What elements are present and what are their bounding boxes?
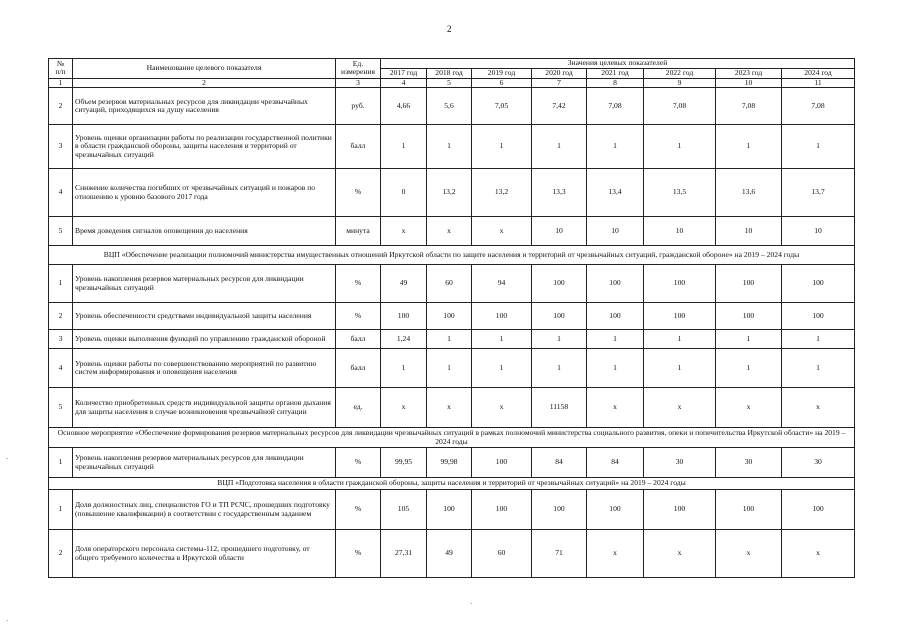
row-number: 2 — [49, 88, 73, 125]
indicator-unit: ед. — [336, 388, 381, 428]
section-title: ВЦП «Подготовка населения в области гражданской обороны, защиты населения и территорий от чрезвычайных ситуаций» на 2019 – 2024 годы — [49, 478, 855, 490]
indicator-value: x — [381, 388, 427, 428]
indicator-value: 10 — [644, 217, 716, 246]
indicator-value: 7,08 — [587, 88, 644, 125]
column-number: 4 — [381, 78, 427, 88]
column-number: 8 — [587, 78, 644, 88]
table-header — [49, 59, 855, 88]
scan-artifact — [6, 620, 8, 621]
table-row — [49, 303, 855, 330]
table-row — [49, 265, 855, 303]
indicator-value: 7,08 — [782, 88, 855, 125]
header-column-numbers — [49, 78, 855, 88]
indicator-name: Уровень накопления резервов материальных ресурсов для ликвидации чрезвычайных ситуаций — [73, 448, 336, 478]
indicator-value: 100 — [472, 448, 532, 478]
indicator-value: 100 — [587, 303, 644, 330]
indicator-name: Уровень обеспеченности средствами индивидуальной защиты населения — [73, 303, 336, 330]
indicator-unit: % — [336, 448, 381, 478]
indicator-value: 49 — [381, 265, 427, 303]
indicator-value: 1 — [782, 330, 855, 349]
indicator-value: 100 — [782, 490, 855, 530]
indicator-name: Снижение количества погибших от чрезвычайных ситуаций и пожаров по отношению к уровню базового 2017 года — [73, 169, 336, 217]
indicator-value: 100 — [644, 265, 716, 303]
indicator-value: 1 — [644, 330, 716, 349]
header-year: 2024 год — [782, 68, 855, 78]
header-year: 2022 год — [644, 68, 716, 78]
indicator-unit: балл — [336, 330, 381, 349]
indicator-value: 13,6 — [716, 169, 782, 217]
table-row — [49, 388, 855, 428]
indicator-value: 1 — [716, 349, 782, 388]
indicator-value: 10 — [716, 217, 782, 246]
table-row — [49, 349, 855, 388]
indicator-value: 5,6 — [427, 88, 472, 125]
indicator-value: 1 — [427, 125, 472, 169]
header-num: № п/п — [49, 59, 73, 79]
indicator-name: Время доведения сигналов оповещения до населения — [73, 217, 336, 246]
table-row — [49, 530, 855, 578]
column-number: 11 — [782, 78, 855, 88]
indicator-value: 7,42 — [532, 88, 587, 125]
indicator-unit: балл — [336, 125, 381, 169]
indicator-value: 1 — [472, 349, 532, 388]
target-indicators-table — [48, 58, 855, 578]
indicator-value: x — [427, 388, 472, 428]
table-row — [49, 330, 855, 349]
indicator-value: 1 — [532, 125, 587, 169]
indicator-value: 100 — [427, 303, 472, 330]
indicator-value: 1 — [716, 330, 782, 349]
indicator-value: 7,08 — [644, 88, 716, 125]
indicator-value: x — [381, 217, 427, 246]
row-number: 4 — [49, 349, 73, 388]
indicator-value: 13,5 — [644, 169, 716, 217]
indicator-value: 10 — [782, 217, 855, 246]
indicator-value: 60 — [427, 265, 472, 303]
indicator-value: 100 — [644, 303, 716, 330]
column-number: 7 — [532, 78, 587, 88]
row-number: 2 — [49, 530, 73, 578]
indicator-value: 0 — [381, 169, 427, 217]
indicator-value: 13,3 — [532, 169, 587, 217]
indicator-name: Доля операторского персонала системы-112, прошедшего подготовку, от общего требуемого количества в Иркутской области — [73, 530, 336, 578]
indicator-value: 1 — [587, 330, 644, 349]
indicator-value: 30 — [782, 448, 855, 478]
section-row — [49, 478, 855, 490]
indicator-value: 1 — [472, 330, 532, 349]
header-year: 2021 год — [587, 68, 644, 78]
indicator-value: 30 — [644, 448, 716, 478]
indicator-value: 84 — [532, 448, 587, 478]
indicator-value: x — [716, 388, 782, 428]
indicator-name: Уровень накопления резервов материальных ресурсов для ликвидации чрезвычайных ситуаций — [73, 265, 336, 303]
indicator-value: 11158 — [532, 388, 587, 428]
row-number: 1 — [49, 448, 73, 478]
indicator-value: 1 — [532, 330, 587, 349]
indicator-value: 13,7 — [782, 169, 855, 217]
row-number: 4 — [49, 169, 73, 217]
indicator-value: 1 — [427, 349, 472, 388]
indicator-value: 100 — [644, 490, 716, 530]
header-year: 2017 год — [381, 68, 427, 78]
table-row — [49, 448, 855, 478]
column-number: 5 — [427, 78, 472, 88]
indicator-value: 100 — [427, 490, 472, 530]
section-title: ВЦП «Обеспечение реализации полномочий министерства имущественных отношений Иркутской области по защите населения и территорий от чрезвычайных ситуаций, гражданской обороне» на 2019 – 2024 годы — [49, 246, 855, 265]
indicator-value: 100 — [782, 303, 855, 330]
indicator-name: Доля должностных лиц, специалистов ГО и ТП РСЧС, прошедших подготовку (повышение квалификации) в соответствии с государственным заданием — [73, 490, 336, 530]
table-body — [49, 88, 855, 578]
indicator-value: 1 — [427, 330, 472, 349]
indicator-unit: руб. — [336, 88, 381, 125]
header-year: 2019 год — [472, 68, 532, 78]
indicator-value: 100 — [472, 303, 532, 330]
indicator-value: 99,98 — [427, 448, 472, 478]
page-number: 2 — [447, 24, 452, 34]
indicator-value: 100 — [716, 265, 782, 303]
row-number: 1 — [49, 265, 73, 303]
indicator-value: 1 — [782, 125, 855, 169]
indicator-value: 49 — [427, 530, 472, 578]
header-unit: Ед. измерения — [336, 59, 381, 79]
indicator-value: 1 — [381, 125, 427, 169]
indicator-value: x — [587, 388, 644, 428]
section-title: Основное мероприятие «Обеспечение формирования резервов материальных ресурсов для ликвидации чрезвычайных ситуаций в рамках полномочий министерства социального развития, опеки и попечительства Иркутской области» на 2019 – 2024 годы — [49, 428, 855, 448]
indicator-value: 7,08 — [716, 88, 782, 125]
indicator-value: 13,2 — [472, 169, 532, 217]
indicator-value: 7,05 — [472, 88, 532, 125]
column-number: 3 — [336, 78, 381, 88]
indicator-value: 100 — [782, 265, 855, 303]
indicator-value: 94 — [472, 265, 532, 303]
row-number: 5 — [49, 388, 73, 428]
indicator-unit: % — [336, 490, 381, 530]
indicator-value: 1 — [644, 349, 716, 388]
indicator-value: 100 — [532, 490, 587, 530]
indicator-value: 100 — [381, 303, 427, 330]
column-number: 10 — [716, 78, 782, 88]
row-number: 1 — [49, 490, 73, 530]
scan-artifact — [6, 458, 8, 459]
indicator-value: 1 — [532, 349, 587, 388]
indicator-value: 60 — [472, 530, 532, 578]
indicator-value: x — [427, 217, 472, 246]
indicator-value: x — [782, 530, 855, 578]
indicator-value: x — [644, 388, 716, 428]
row-number: 3 — [49, 330, 73, 349]
section-row — [49, 428, 855, 448]
indicator-name: Уровень оценки организации работы по реализации государственной политики в области гражданской обороны, защиты населения и территорий от чрезвычайных ситуаций — [73, 125, 336, 169]
table-row — [49, 88, 855, 125]
indicator-value: x — [644, 530, 716, 578]
indicator-name: Уровень оценки работы по совершенствованию мероприятий по развитию систем информирования и оповещения населения — [73, 349, 336, 388]
header-year: 2018 год — [427, 68, 472, 78]
indicator-value: 100 — [472, 490, 532, 530]
indicator-value: x — [587, 530, 644, 578]
indicator-unit: % — [336, 265, 381, 303]
indicator-value: 100 — [532, 265, 587, 303]
indicator-value: x — [472, 217, 532, 246]
indicator-value: 105 — [381, 490, 427, 530]
indicator-value: x — [716, 530, 782, 578]
section-row — [49, 246, 855, 265]
indicator-value: 1 — [716, 125, 782, 169]
indicator-unit: минута — [336, 217, 381, 246]
row-number: 2 — [49, 303, 73, 330]
indicator-value: 99,95 — [381, 448, 427, 478]
indicator-value: 4,66 — [381, 88, 427, 125]
indicator-value: 1 — [587, 349, 644, 388]
header-year: 2023 год — [716, 68, 782, 78]
indicator-value: 1,24 — [381, 330, 427, 349]
indicator-value: 100 — [716, 303, 782, 330]
table-row — [49, 217, 855, 246]
indicator-value: x — [782, 388, 855, 428]
indicator-value: 1 — [782, 349, 855, 388]
column-number: 9 — [644, 78, 716, 88]
indicator-value: 10 — [587, 217, 644, 246]
row-number: 3 — [49, 125, 73, 169]
indicator-value: 100 — [716, 490, 782, 530]
indicator-value: 1 — [381, 349, 427, 388]
header-year: 2020 год — [532, 68, 587, 78]
table-row — [49, 125, 855, 169]
table-row — [49, 490, 855, 530]
indicator-value: 10 — [532, 217, 587, 246]
column-number: 2 — [73, 78, 336, 88]
indicator-value: 30 — [716, 448, 782, 478]
indicator-unit: балл — [336, 349, 381, 388]
indicator-name: Количество приобретенных средств индивидуальной защиты органов дыхания для защиты населения в случае возникновения чрезвычайной ситуации — [73, 388, 336, 428]
indicator-value: 100 — [587, 490, 644, 530]
indicator-value: 84 — [587, 448, 644, 478]
indicator-value: 27,31 — [381, 530, 427, 578]
indicator-value: 13,2 — [427, 169, 472, 217]
indicator-name: Объем резервов материальных ресурсов для ликвидации чрезвычайных ситуаций, приходящихся на душу населения — [73, 88, 336, 125]
indicator-value: x — [472, 388, 532, 428]
indicator-unit: % — [336, 303, 381, 330]
indicator-value: 100 — [532, 303, 587, 330]
header-name: Наименование целевого показателя — [73, 59, 336, 79]
indicator-value: 71 — [532, 530, 587, 578]
column-number: 1 — [49, 78, 73, 88]
header-values-group: Значения целевых показателей — [381, 59, 855, 69]
scan-artifact — [470, 603, 472, 604]
indicator-value: 1 — [587, 125, 644, 169]
indicator-unit: % — [336, 169, 381, 217]
table-row — [49, 169, 855, 217]
row-number: 5 — [49, 217, 73, 246]
indicator-name: Уровень оценки выполнения функций по управлению гражданской обороной — [73, 330, 336, 349]
indicator-value: 1 — [644, 125, 716, 169]
indicator-unit: % — [336, 530, 381, 578]
indicator-value: 13,4 — [587, 169, 644, 217]
indicator-value: 1 — [472, 125, 532, 169]
column-number: 6 — [472, 78, 532, 88]
indicator-value: 100 — [587, 265, 644, 303]
